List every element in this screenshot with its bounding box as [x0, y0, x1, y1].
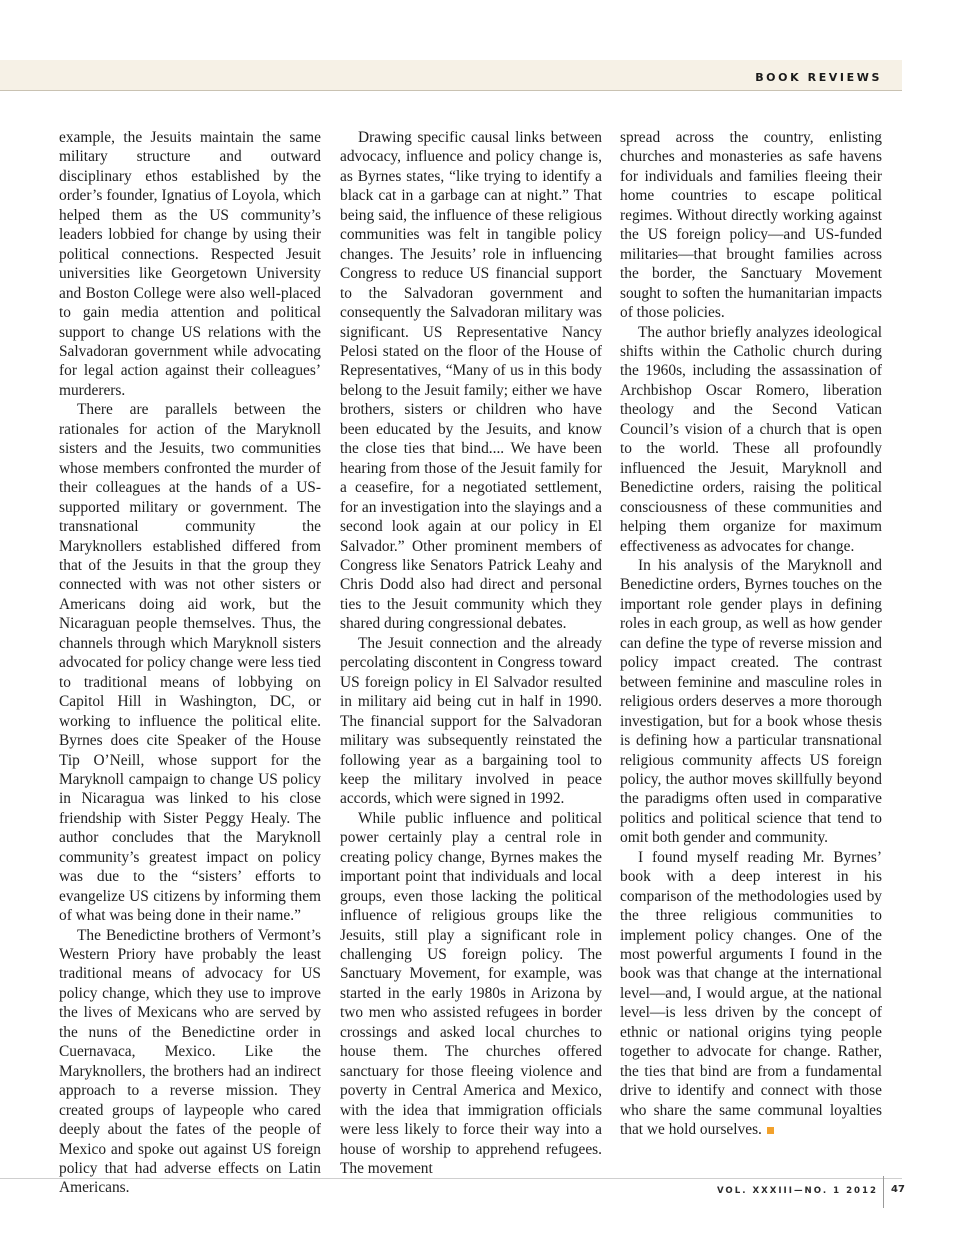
paragraph: spread across the country, enlisting churches and monasteries as safe havens for individuals and families fleeing their home countries to escape political regimes. Without directly working against the US foreign policy—and US-funded militaries—that brought families across the border, the Sanctuary Movement sought to soften the humanitarian impacts of those policies.: [620, 129, 882, 322]
paragraph: Drawing specific causal links between advocacy, influence and policy change is, as Byrnes states, “like trying to identify a black cat in a garbage can at night.” That being said, the influence of these religious communities was felt in tangible policy changes. The Jesuits’ role in influencing Congress to reduce US financial support to the Salvadoran government and consequently the Salvadoran military was significant. US Representative Nancy Pelosi stated on the floor of the House of Representatives, “Many of us in this body belong to the Jesuit family; either we have brothers, sisters or children who have been educated by the Jesuits, and know the close ties that bind.... We have been hearing from those of the Jesuit family for a ceasefire, for a negotiated settlement, for an investigation into the slayings and a second look again at our policy in El Salvador.” Other prominent members of Congress like Senators Patrick Leahy and Chris Dodd also had direct and personal ties to the Jesuit community which they shared during congressional debates.: [340, 129, 602, 633]
issue-info: VOL. XXXIII—NO. 1 2012: [716, 1186, 878, 1196]
paragraph: example, the Jesuits maintain the same military structure and outward disciplinary ethos established by the order’s founder, Ignatius of Loyola, which helped them as the US community’s leaders lobbied for change by using their political connections. Respected Jesuit universities like Georgetown University and Boston College were also well-placed to gain media attention and political support to change US relations with the Salvadoran government while advocating for legal action against their colleagues’ murderers.: [59, 129, 321, 399]
footer-rule: [0, 1178, 902, 1179]
page-number: 47: [891, 1184, 905, 1195]
article-column-3: [620, 128, 882, 1140]
paragraph-last-text: I found myself reading Mr. Byrnes’ book with a deep interest in his comparison of the methodologies used by the three religious communities to implement policy changes. One of the most powerful arguments I found in the book was that change at the international level—and, I would argue, at the national level—is less driven by the concept of ethnic or national origins tying people together to advocate for change. Rather, the ties that bind are from a fundamental drive to identify and connect with those who share the same communal loyalties that we hold ourselves.: [620, 848, 882, 1139]
paragraph: In his analysis of the Maryknoll and Benedictine orders, Byrnes touches on the important role gender plays in defining roles in each group, as well as how gender can define the type of reverse mission and policy impact created. The contrast between feminine and masculine roles in religious orders deserves a more thorough investigation, but for a book whose thesis is defining how a particular transnational religious community affects US foreign policy, the author moves skillfully beyond the paradigms often used in comparative politics and political science that tend to omit both gender and community.: [620, 556, 882, 847]
section-title: BOOK REVIEWS: [755, 71, 882, 84]
paragraph-last: [620, 848, 882, 1140]
footer-divider: [883, 1176, 884, 1208]
paragraph: While public influence and political power certainly play a central role in creating policy change, Byrnes makes the important point that individuals and local groups, even those lacking the political influence of religious groups like the Jesuits, still play a significant role in challenging US foreign policy. The Sanctuary Movement, for example, was started in the early 1980s in Arizona by two men who assisted refugees in border crossings and asked local churches to house them. The churches offered sanctuary for those fleeing violence and poverty in Central America and Mexico, with the idea that immigration officials were less likely to force their way into a house of worship to apprehend refugees. The movement: [340, 809, 602, 1178]
paragraph: The Jesuit connection and the already percolating discontent in Congress toward US foreign policy in El Salvador resulted in military aid being cut in half in 1990. The financial support for the Salvadoran military was subsequently reinstated the following year as a bargaining tool to keep the military involved in peace accords, which were signed in 1992.: [340, 634, 602, 808]
article-column-2: [340, 128, 602, 1178]
paragraph: The Benedictine brothers of Vermont’s Western Priory have probably the least traditional means of advocacy for US policy change, which they use to improve the lives of Mexicans who are served by the nuns of the Benedictine order in Cuernavaca, Mexico. Like the Maryknollers, the brothers had an indirect approach to a reverse mission. They created groups of laypeople who cared deeply about the fates of the people of Mexico and spoke out against US foreign policy that had adverse effects on Latin Americans.: [59, 926, 321, 1197]
paragraph: The author briefly analyzes ideological shifts within the Catholic church during the 1960s, including the assassination of Archbishop Oscar Romero, liberation theology and the Second Vatican Council’s vision of a church that is open to the world. These all profoundly influenced the Jesuit, Maryknoll and Benedictine orders, raising the political consciousness of these communities and helping them organize for maximum effectiveness as advocates for change.: [620, 323, 882, 555]
header-rule: [0, 90, 902, 91]
paragraph: There are parallels between the rationales for action of the Maryknoll sisters and the Jesuits, two communities whose members confronted the murder of their colleagues at the hands of a US-supported military or government. The transnational community the Maryknollers established differed from that of the Jesuits in that the group they connected with was not other sisters or Americans doing aid work, but the Nicaraguan people themselves. Thus, the channels through which Maryknoll sisters advocated for policy change were less tied to traditional means of lobbying on Capitol Hill in Washington, DC, or working to influence the political elite. Byrnes does cite Speaker of the House Tip O’Neill, whose support for the Maryknoll campaign to change US policy in Nicaragua was linked to his close friendship with Sister Peggy Healy. The author concludes that the Maryknoll community’s greatest impact on policy was due to the “sisters’ efforts to evangelize US citizens by informing them of what was being done in their name.”: [59, 401, 321, 925]
article-column-1: [59, 128, 321, 1198]
end-of-article-mark: [767, 1127, 774, 1134]
